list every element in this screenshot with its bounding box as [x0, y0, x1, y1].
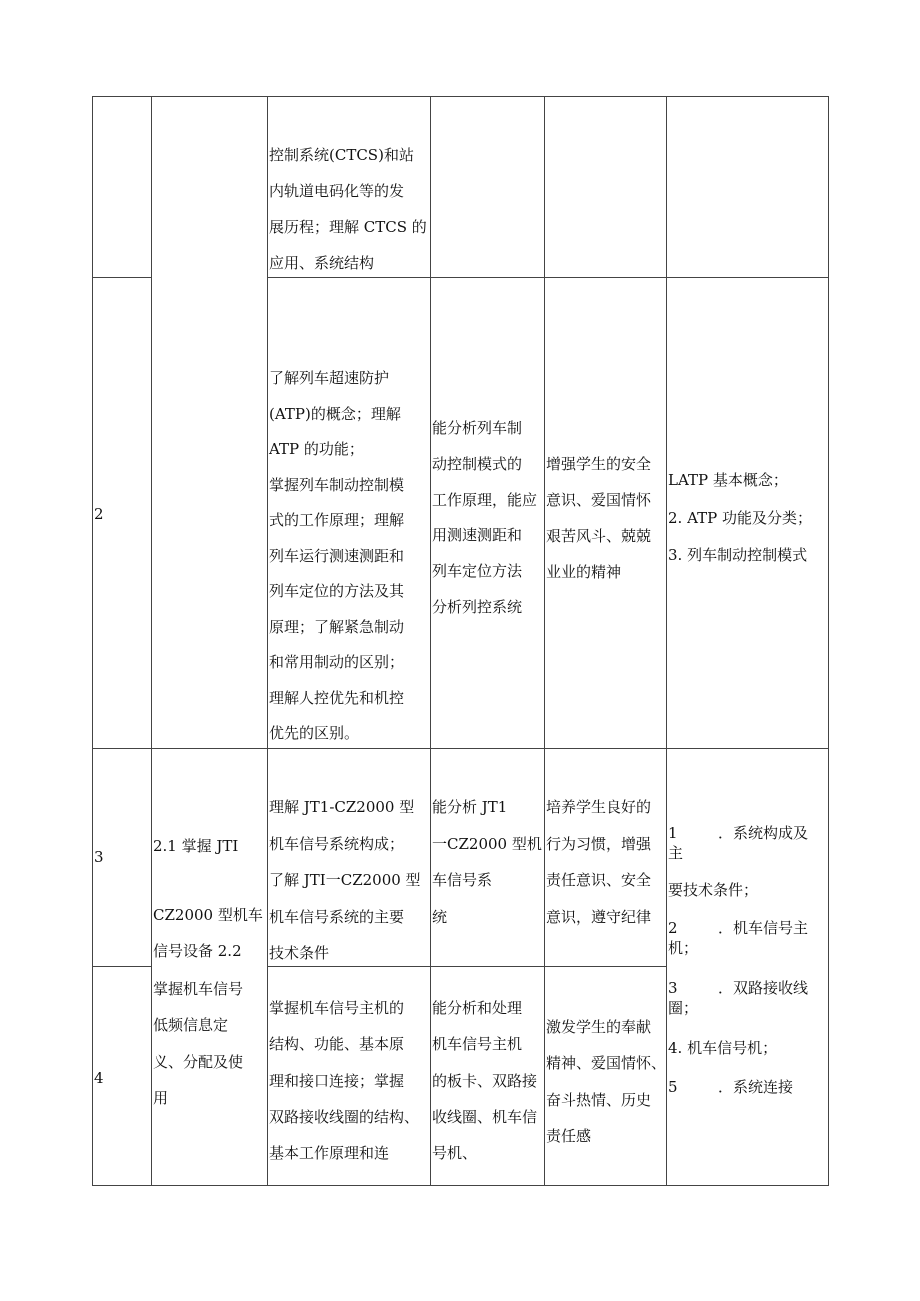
cell-line: 机车信号主机 [432, 1035, 523, 1053]
cell-line: 列车定位方法 [432, 562, 523, 580]
cell-line: 奋斗热情、历史 [546, 1091, 652, 1109]
cell-line: 列车运行测速测距和 [269, 547, 405, 565]
cell-line: 主 [668, 844, 684, 862]
table-border [828, 96, 829, 1186]
cell-line: 理解 JT1-CZ2000 型 [269, 798, 415, 816]
row-number: 2 [94, 505, 104, 523]
cell-line: ．系统连接 [718, 1078, 794, 1096]
cell-line: 列车定位的方法及其 [269, 582, 405, 600]
cell-line: CZ2000 型机车 [153, 906, 263, 924]
cell-line: 号机、 [432, 1144, 478, 1162]
table-border [92, 96, 93, 1186]
cell-line: 结构、功能、基本原 [269, 1035, 405, 1053]
cell-line: 机车信号系统构成； [269, 835, 405, 853]
cell-line: 优先的区别。 [269, 724, 360, 742]
cell-line: ．机车信号主 [718, 919, 809, 937]
cell-line: ．双路接收线 [718, 979, 809, 997]
table-border [92, 96, 829, 97]
cell-line: 理解人控优先和机控 [269, 689, 405, 707]
cell-line: 3 [668, 979, 678, 997]
cell-line: 分析列控系统 [432, 598, 523, 616]
cell-line: ATP 的功能； [269, 440, 364, 458]
cell-line: (ATP)的概念；理解 [269, 405, 401, 423]
cell-line: 理和接口连接；掌握 [269, 1072, 405, 1090]
cell-line: 能分析列车制 [432, 419, 523, 437]
cell-line: 技术条件 [269, 944, 330, 962]
cell-line: 4. 机车信号机； [668, 1039, 778, 1057]
cell-line: 责任意识、安全 [546, 871, 652, 889]
table-border [666, 96, 667, 1186]
cell-line: 机； [668, 939, 699, 957]
cell-line: 意识、爱国情怀 [546, 491, 652, 509]
cell-line: 业业的精神 [546, 563, 622, 581]
cell-line: 3. 列车制动控制模式 [668, 546, 808, 564]
table-border [267, 96, 268, 1186]
cell-line: 原理；了解紧急制动 [269, 618, 405, 636]
cell-line: 能分析和处理 [432, 999, 523, 1017]
table-border [92, 966, 152, 967]
cell-line: 用测速测距和 [432, 526, 523, 544]
cell-line: 责任感 [546, 1127, 592, 1145]
cell-line: 激发学生的奉献 [546, 1018, 652, 1036]
cell-line: 圈； [668, 999, 699, 1017]
cell-line: 内轨道电码化等的发 [269, 182, 405, 200]
table-border [151, 96, 152, 1186]
cell-line: ．系统构成及 [718, 824, 809, 842]
cell-line: 动控制模式的 [432, 455, 523, 473]
cell-line: 和常用制动的区别； [269, 653, 405, 671]
cell-line: 2.1 掌握 JTI [153, 837, 239, 855]
cell-line: 精神、爱国情怀、 [546, 1054, 667, 1072]
cell-line: 一CZ2000 型机 [432, 835, 542, 853]
cell-line: 行为习惯，增强 [546, 835, 652, 853]
cell-line: 机车信号系统的主要 [269, 908, 405, 926]
cell-line: 式的工作原理；理解 [269, 511, 405, 529]
cell-line: 低频信息定 [153, 1016, 229, 1034]
cell-line: 收线圈、机车信 [432, 1108, 538, 1126]
cell-line: 统 [432, 908, 448, 926]
cell-line: 培养学生良好的 [546, 798, 652, 816]
cell-line: 2. ATP 功能及分类； [668, 509, 812, 527]
cell-line: 控制系统(CTCS)和站 [269, 146, 414, 164]
cell-line: 掌握列车制动控制模 [269, 476, 405, 494]
cell-line: 5 [668, 1078, 678, 1096]
cell-line: 艰苦风斗、兢兢 [546, 527, 652, 545]
cell-line: 了解 JTI一CZ2000 型 [269, 871, 421, 889]
cell-line: 的板卡、双路接 [432, 1072, 538, 1090]
cell-line: 应用、系统结构 [269, 254, 375, 272]
table-border [430, 96, 431, 1186]
row-number: 4 [94, 1069, 104, 1087]
table-border [92, 1185, 829, 1186]
cell-line: 了解列车超速防护 [269, 369, 390, 387]
table-border [267, 966, 667, 967]
cell-line: LATP 基本概念； [668, 471, 788, 489]
cell-line: 2 [668, 919, 678, 937]
cell-line: 车信号系 [432, 871, 493, 889]
cell-line: 增强学生的安全 [546, 455, 652, 473]
cell-line: 信号设备 2.2 [153, 942, 242, 960]
cell-line: 义、分配及使 [153, 1053, 244, 1071]
cell-line: 双路接收线圈的结构、 [269, 1108, 420, 1126]
table-border [544, 96, 545, 1186]
table-border [92, 748, 829, 749]
cell-line: 能分析 JT1 [432, 798, 508, 816]
cell-line: 要技术条件； [668, 881, 759, 899]
cell-line: 掌握机车信号 [153, 980, 244, 998]
cell-line: 1 [668, 824, 678, 842]
cell-line: 基本工作原理和连 [269, 1144, 390, 1162]
cell-line: 掌握机车信号主机的 [269, 999, 405, 1017]
cell-line: 意识，遵守纪律 [546, 908, 652, 926]
table-border [92, 277, 152, 278]
cell-line: 工作原理，能应 [432, 491, 538, 509]
row-number: 3 [94, 848, 104, 866]
table-border [267, 277, 829, 278]
cell-line: 展历程；理解 CTCS 的 [269, 218, 427, 236]
cell-line: 用 [153, 1089, 169, 1107]
